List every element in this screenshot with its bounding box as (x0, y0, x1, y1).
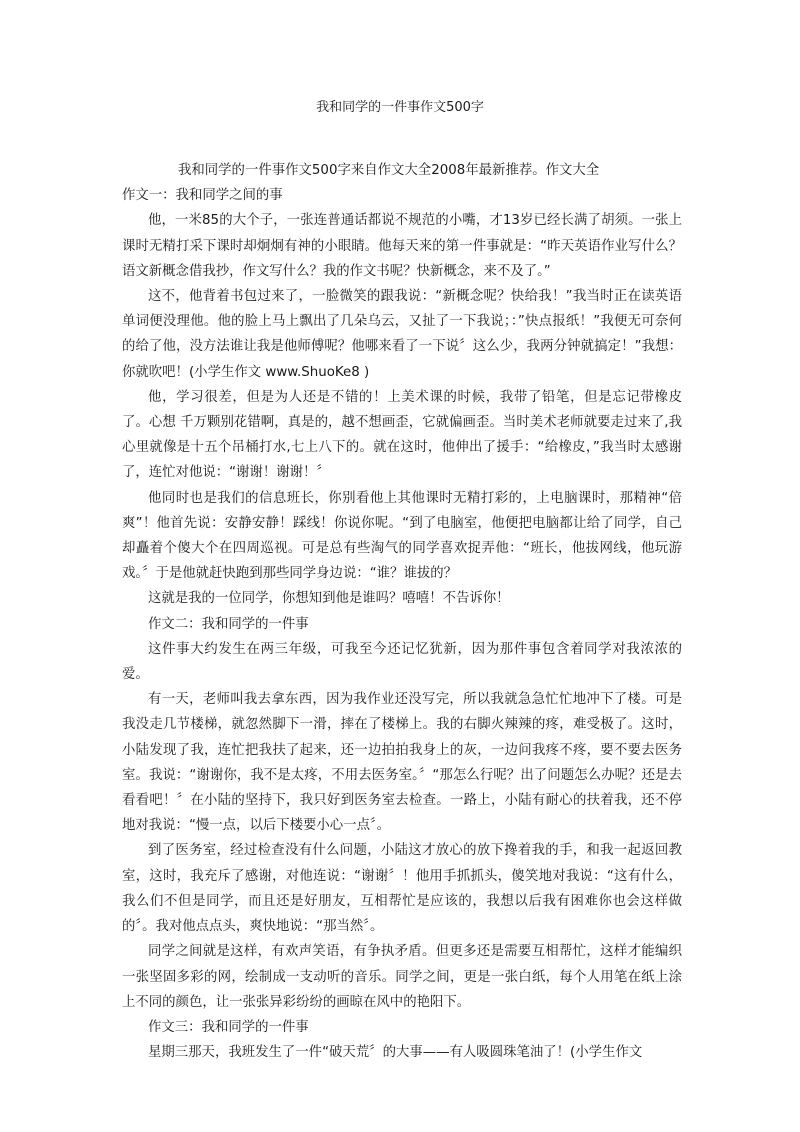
essay1-paragraph-5: 这就是我的一位同学，你想知到他是谁吗？嘻嘻！不告诉你！ (148, 591, 510, 607)
essay1-paragraph-4: 他同时也是我们的信息班长，你别看他上其他课时无精打彩的，上电脑课时，那精神“倍爽”！他首先说：安静安静！踩线！你说你呢。“到了电脑室，他便把电脑都让给了同学，自己却矗着个傻大个在四周巡视。可是总有些淘气的同学喜欢捉弄他：“班长，他拔网线，他玩游戏。〞于是他就赶快跑到那些同学身边说：“谁？谁拔的？ (122, 490, 682, 582)
essay2-heading: 作文二：我和同学的一件事 (148, 616, 309, 632)
essay3-paragraph-1: 星期三那天，我班发生了一件“破天荒〞的大事——有人吸圆珠笔油了！(小学生作文 (148, 1045, 643, 1061)
essay1-heading: 作文一：我和同学之间的事 (122, 188, 283, 204)
essay2-paragraph-2: 有一天，老师叫我去拿东西，因为我作业还没写完，所以我就急急忙忙地冲下了楼。可是我没走几节楼梯，就忽然脚下一滑，摔在了楼梯上。我的右脚火辣辣的疼，难受极了。这时，小陆发现了我，连忙把我扶了起来，还一边拍拍我身上的灰，一边问我疼不疼，要不要去医务室。我说：“谢谢你，我不是太疼，不用去医务室。〞“那怎么行呢？出了问题怎么办呢？还是去看看吧！〞在小陆的坚持下，我只好到医务室去检查。一路上，小陆有耐心的扶着我，还不停地对我说：“慢一点，以后下楼要小心一点〞。 (122, 692, 682, 834)
essay2-paragraph-3: 到了医务室，经过检查没有什么问题，小陆这才放心的放下搀着我的手，和我一起返回教室，这时，我充斥了感谢，对他连说：“谢谢〞！他用手抓抓头，傻笑地对我说：“这有什么，我么们不但是同学，而且还是好朋友，互相帮忙是应该的，我想以后我有困难你也会这样做的〞。我对他点点头，爽快地说：“那当然〞。 (122, 843, 682, 935)
intro-line: 我和同学的一件事作文500字来自作文大全2008年最新推荐。作文大全 (178, 163, 600, 178)
essay3-heading: 作文三：我和同学的一件事 (148, 1019, 309, 1035)
essay2-paragraph-4: 同学之间就是这样，有欢声笑语，有争执矛盾。但更多还是需要互相帮忙，这样才能编织一张坚固多彩的网，绘制成一支动听的音乐。同学之间，更是一张白纸，每个人用笔在纸上涂上不同的颜色，让一张张异彩纷纷的画晾在风中的艳阳下。 (122, 944, 682, 1010)
essay1-paragraph-3: 他，学习很差，但是为人还是不错的！上美术课的时候，我带了铅笔，但是忘记带橡皮了。心想 千万颗别花错啊，真是的，越不想画歪，它就偏画歪。当时美术老师就要走过来了,我心里就像是十五个吊桶打水,七上八下的。就在这时，他伸出了援手：“给橡皮，”我当时太感谢了，连忙对他说：“谢谢！谢谢！〞 (122, 389, 682, 481)
essay2-paragraph-1: 这件事大约发生在两三年级，可我至今还记忆犹新，因为那件事包含着同学对我浓浓的爱。 (122, 641, 682, 683)
document-body (122, 158, 682, 1065)
document-title: 我和同学的一件事作文500字 (316, 100, 484, 115)
essay1-paragraph-1: 他，一米85的大个子，一张连普通话都说不规范的小嘴，才13岁已经长满了胡须。一张上课时无精打采下课时却炯炯有神的小眼睛。他每天来的第一件事就是：“昨天英语作业写什么？语文新概念借我抄，作文写什么？我的作文书呢？快新概念，来不及了。” (122, 213, 682, 279)
essay1-paragraph-2: 这不，他背着书包过来了，一脸微笑的跟我说：“新概念呢？快给我！”我当时正在读英语单词便没理他。他的脸上马上飘出了几朵乌云，又扯了一下我说；：”快点报纸！”我便无可奈何的给了他，没方法谁让我是他师傅呢？他哪来看了一下说〞这么少，我两分钟就搞定！”我想：你就吹吧！(小学生作文 www.ShuoKe8 ) (122, 289, 682, 380)
